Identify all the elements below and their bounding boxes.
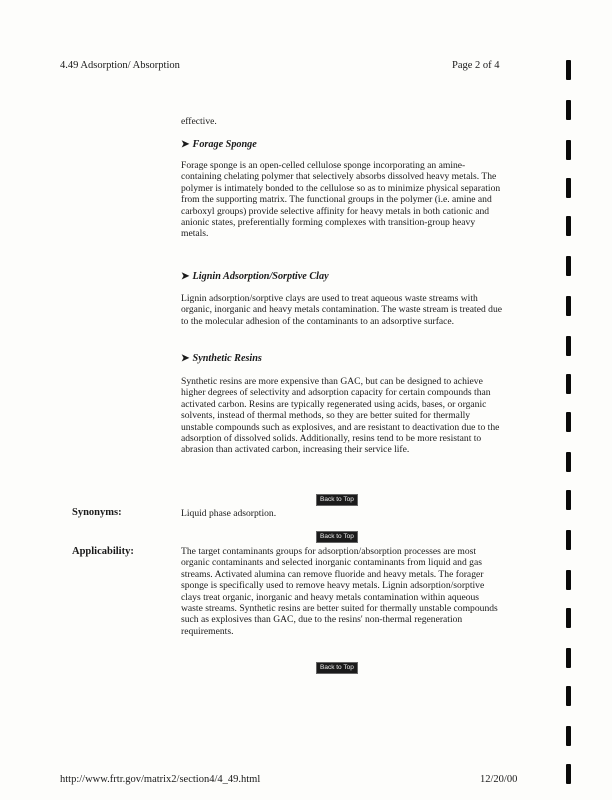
scan-edge-mark	[566, 686, 571, 706]
synonyms-label: Synonyms:	[72, 507, 122, 518]
scan-edge-mark	[566, 374, 571, 394]
scan-edge-mark	[566, 530, 571, 550]
page-header-title: 4.49 Adsorption/ Absorption	[60, 60, 180, 71]
scan-edge-mark	[566, 412, 571, 432]
scan-edge-mark	[566, 608, 571, 628]
section-heading-forage-sponge: ➤ Forage Sponge	[181, 139, 257, 150]
section-heading-lignin-clay: ➤ Lignin Adsorption/Sorptive Clay	[181, 271, 329, 282]
section-text-synthetic-resins: Synthetic resins are more expensive than GAC, but can be designed to achieve higher degrees of selectivity and adsorption capacity for certain compounds than activated carbon. Resins are typically regenerated using acids, bases, or organic solvents, instead of thermal methods, so they are better suited for thermally unstable compounds such as explosives, and are resistant to deactivation due to the adsorption of dissolved solids. Additionally, resins tend to be more resistant to abrasion than activated carbon, increasing their service life.	[181, 376, 500, 456]
scan-edge-mark	[566, 296, 571, 316]
scan-edge-mark	[566, 570, 571, 590]
back-to-top-button[interactable]: Back to Top	[316, 494, 358, 506]
back-to-top-button[interactable]: Back to Top	[316, 531, 358, 543]
section-text-forage-sponge: Forage sponge is an open-celled cellulose sponge incorporating an amine-containing chelating polymer that selectively absorbs dissolved heavy metals. The polymer is intimately bonded to the cellulose so as to minimize physical separation from the supporting matrix. The functional groups in the polymer (i.e. amine and carboxyl groups) provide selective affinity for heavy metals in both cationic and anionic states, preferentially forming complexes with transition-group heavy metals.	[181, 160, 501, 240]
scan-edge-mark	[566, 452, 571, 472]
scan-edge-mark	[566, 336, 571, 356]
scan-edge-mark	[566, 60, 571, 80]
section-text-lignin-clay: Lignin adsorption/sorptive clays are used to treat aqueous waste streams with organic, inorganic and heavy metals contamination. The waste stream is treated due to the molecular adhesion of the contaminants to an adsorptive surface.	[181, 293, 503, 327]
scan-edge-mark	[566, 726, 571, 746]
scan-edge-mark	[566, 490, 571, 510]
arrow-bullet-icon: ➤	[181, 353, 190, 364]
synonyms-text: Liquid phase adsorption.	[181, 508, 277, 519]
scan-edge-mark	[566, 216, 571, 236]
back-to-top-button[interactable]: Back to Top	[316, 662, 358, 674]
applicability-text: The target contaminants groups for adsorption/absorption processes are most organic contaminants and selected inorganic contaminants from liquid and gas streams. Activated alumina can remove fluoride and heavy metals. The forager sponge is specifically used to remove heavy metals. Lignin adsorption/sorptive clays treat organic, inorganic and heavy metals contamination within aqueous waste streams. Synthetic resins are better suited for thermally unstable compounds such as explosives than GAC, due to the resins' non-thermal regeneration requirements.	[181, 546, 498, 637]
section-heading-synthetic-resins: ➤ Synthetic Resins	[181, 353, 262, 364]
footer-url: http://www.frtr.gov/matrix2/section4/4_49.html	[60, 774, 261, 785]
scan-edge-mark	[566, 140, 571, 160]
scan-edge-mark	[566, 100, 571, 120]
scan-edge-mark	[566, 178, 571, 198]
arrow-bullet-icon: ➤	[181, 139, 190, 150]
scan-edge-mark	[566, 256, 571, 276]
arrow-bullet-icon: ➤	[181, 271, 190, 282]
footer-date: 12/20/00	[480, 774, 518, 785]
scan-edge-mark	[566, 764, 571, 784]
scan-edge-mark	[566, 648, 571, 668]
intro-fragment: effective.	[181, 116, 217, 127]
page-number: Page 2 of 4	[452, 60, 500, 71]
applicability-label: Applicability:	[72, 546, 134, 557]
